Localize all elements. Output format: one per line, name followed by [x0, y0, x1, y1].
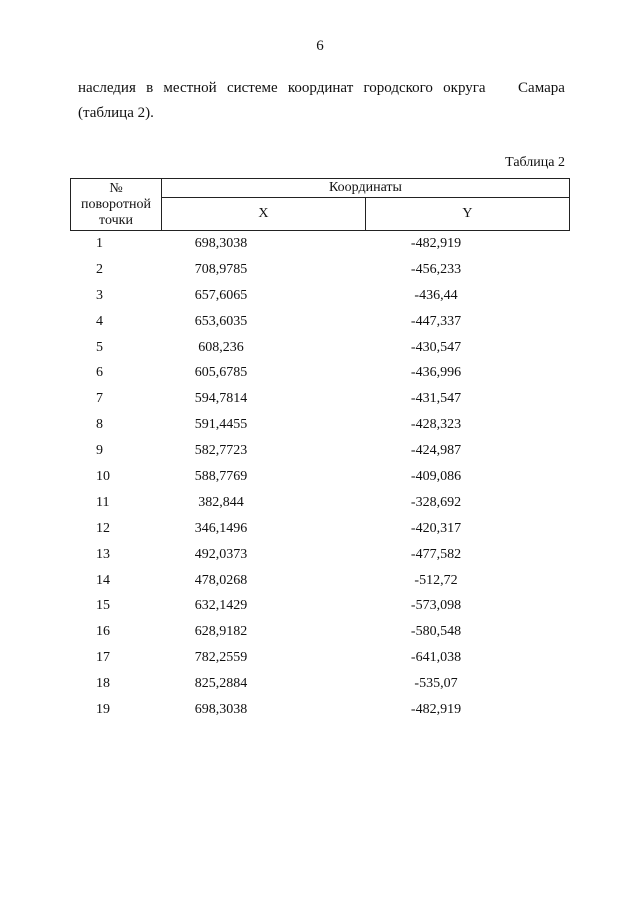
y-coordinate-cell: -409,086: [410, 468, 462, 484]
table-row: [70, 438, 570, 464]
y-coordinate-cell: -328,692: [410, 494, 462, 510]
y-coordinate-cell: -477,582: [410, 546, 462, 562]
x-column-header: X: [162, 198, 366, 231]
y-coordinate-cell: -447,337: [410, 313, 462, 329]
y-coordinate-cell: -512,72: [414, 572, 458, 588]
point-number-cell: 11: [96, 494, 110, 510]
point-number-cell: 1: [96, 235, 103, 251]
intro-word: Самара: [518, 80, 565, 96]
table-row: [70, 645, 570, 671]
x-coordinate-cell: 492,0373: [194, 546, 248, 562]
header-line: поворотной: [81, 197, 151, 212]
point-number-cell: 14: [96, 572, 110, 588]
y-coordinate-cell: -535,07: [414, 676, 458, 692]
intro-line-1: [78, 76, 565, 101]
header-line: точки: [99, 213, 133, 228]
coordinates-header: Координаты: [162, 179, 570, 198]
table-row: [70, 516, 570, 542]
y-coordinate-cell: -482,919: [410, 701, 462, 717]
table-row: [70, 619, 570, 645]
point-number-cell: 15: [96, 598, 110, 614]
point-number-cell: 10: [96, 468, 110, 484]
x-coordinate-cell: 782,2559: [194, 650, 248, 666]
point-number-cell: 6: [96, 365, 103, 381]
table-row: [70, 593, 570, 619]
table-row: [70, 542, 570, 568]
intro-word: местной: [163, 80, 217, 96]
point-number-cell: 16: [96, 624, 110, 640]
point-number-cell: 8: [96, 417, 103, 433]
point-number-cell: 13: [96, 546, 110, 562]
x-coordinate-cell: 698,3038: [194, 235, 248, 251]
coordinates-table-header: [70, 178, 570, 231]
point-number-cell: 17: [96, 650, 110, 666]
y-coordinate-cell: -420,317: [410, 520, 462, 536]
table-row: [70, 283, 570, 309]
point-number-header: [71, 179, 162, 231]
x-coordinate-cell: 605,6785: [194, 365, 248, 381]
x-coordinate-cell: 632,1429: [194, 598, 248, 614]
point-number-cell: 18: [96, 676, 110, 692]
table-row: [70, 671, 570, 697]
intro-word: в: [146, 80, 154, 96]
x-coordinate-cell: 594,7814: [194, 391, 248, 407]
point-number-cell: 9: [96, 443, 103, 459]
coordinates-table-body: [70, 231, 570, 723]
point-number-cell: 5: [96, 339, 103, 355]
x-coordinate-cell: 346,1496: [194, 520, 248, 536]
y-coordinate-cell: -436,996: [410, 365, 462, 381]
x-coordinate-cell: 708,9785: [194, 261, 248, 277]
table-row: [70, 257, 570, 283]
x-coordinate-cell: 382,844: [198, 494, 244, 510]
x-coordinate-cell: 591,4455: [194, 417, 248, 433]
y-coordinate-cell: -424,987: [410, 443, 462, 459]
intro-paragraph: [78, 76, 565, 126]
table-row: [70, 386, 570, 412]
y-coordinate-cell: -430,547: [410, 339, 462, 355]
header-line: №: [109, 181, 123, 196]
point-number-cell: 3: [96, 287, 103, 303]
table-row: [70, 335, 570, 361]
table-row: [70, 412, 570, 438]
intro-line-2: (таблица 2).: [78, 105, 154, 121]
x-coordinate-cell: 653,6035: [194, 313, 248, 329]
y-coordinate-cell: -573,098: [410, 598, 462, 614]
y-coordinate-cell: -428,323: [410, 417, 462, 433]
x-coordinate-cell: 825,2884: [194, 676, 248, 692]
x-coordinate-cell: 582,7723: [194, 443, 248, 459]
table-row: [70, 697, 570, 723]
table-row: [70, 490, 570, 516]
x-coordinate-cell: 698,3038: [194, 701, 248, 717]
table-row: [70, 568, 570, 594]
intro-word: координат: [287, 80, 354, 96]
intro-word: округа: [443, 80, 486, 96]
intro-word: наследия: [78, 80, 136, 96]
table-row: [70, 309, 570, 335]
y-coordinate-cell: -580,548: [410, 624, 462, 640]
table-row: [70, 464, 570, 490]
y-coordinate-cell: -456,233: [410, 261, 462, 277]
point-number-cell: 12: [96, 520, 110, 536]
intro-word: городского: [363, 80, 433, 96]
x-coordinate-cell: 588,7769: [194, 468, 248, 484]
y-column-header: Y: [365, 198, 569, 231]
y-coordinate-cell: -431,547: [410, 391, 462, 407]
x-coordinate-cell: 628,9182: [194, 624, 248, 640]
intro-word: системе: [226, 80, 278, 96]
x-coordinate-cell: 608,236: [198, 339, 244, 355]
y-coordinate-cell: -482,919: [410, 235, 462, 251]
point-number-cell: 2: [96, 261, 103, 277]
point-number-cell: 4: [96, 313, 103, 329]
y-coordinate-cell: -641,038: [410, 650, 462, 666]
table-row: [70, 231, 570, 257]
y-coordinate-cell: -436,44: [414, 287, 458, 303]
point-number-cell: 19: [96, 701, 110, 717]
point-number-cell: 7: [96, 391, 103, 407]
table-label: Таблица 2: [505, 155, 565, 170]
page-number: 6: [316, 38, 324, 54]
table-row: [70, 360, 570, 386]
x-coordinate-cell: 657,6065: [194, 287, 248, 303]
x-coordinate-cell: 478,0268: [194, 572, 248, 588]
